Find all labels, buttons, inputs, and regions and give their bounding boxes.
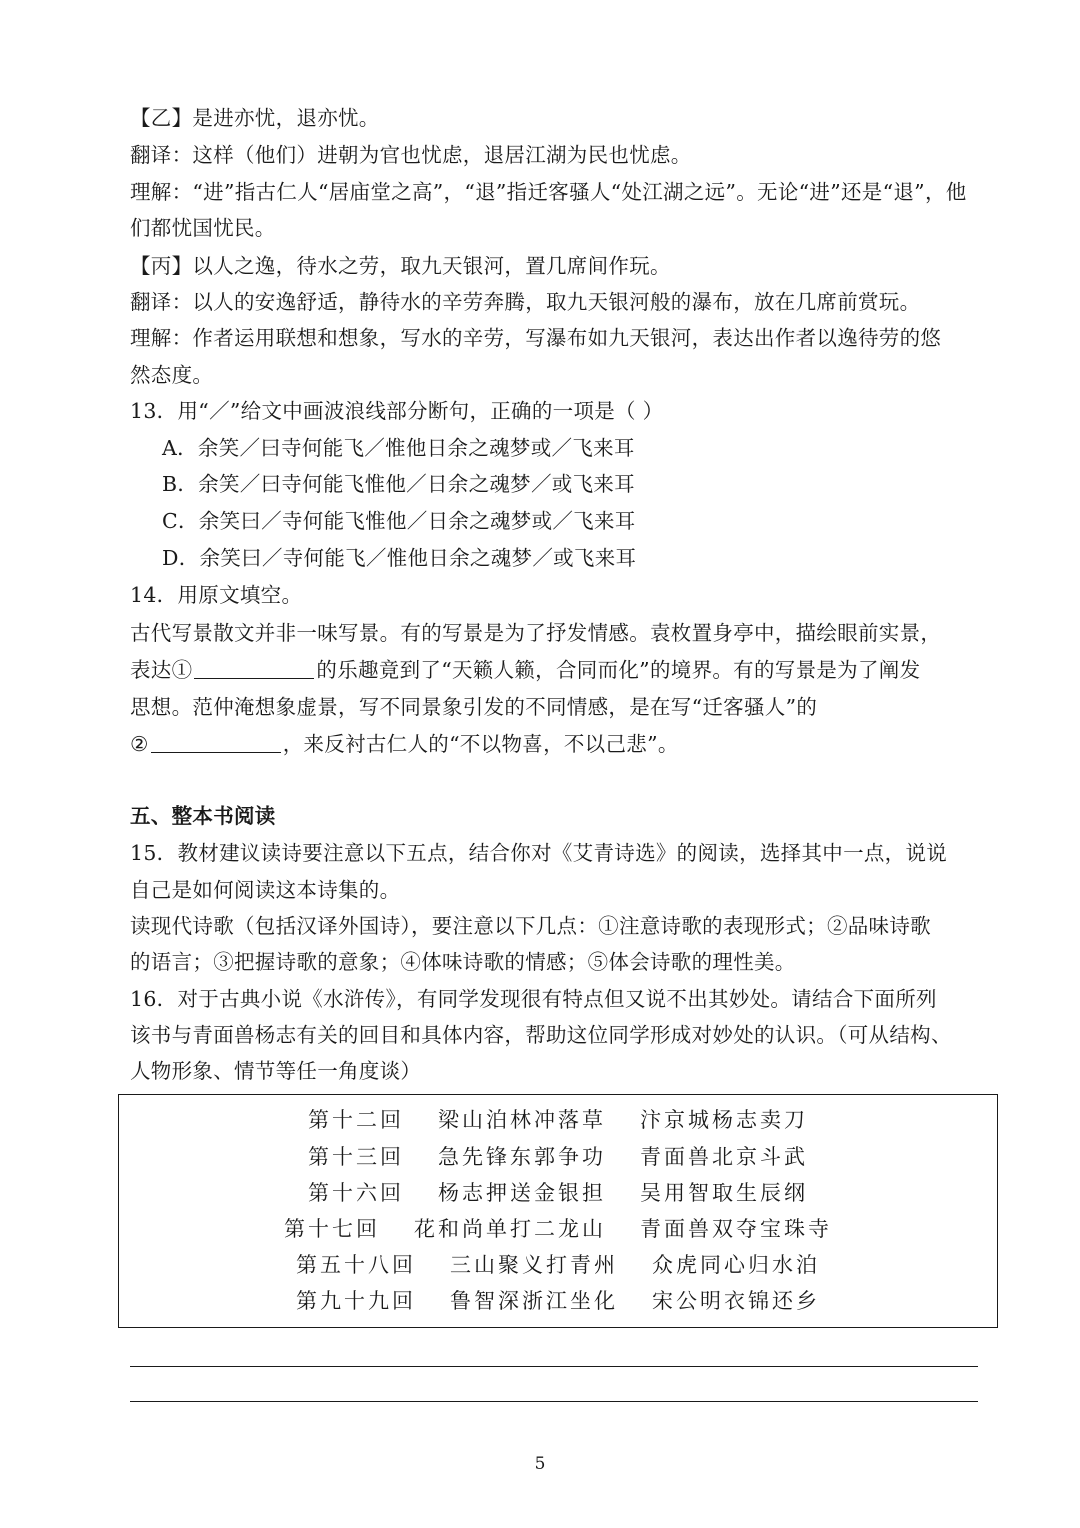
chapter-number: 第十二回 <box>308 1108 404 1132</box>
question-15-line: 自己是如何阅读这本诗集的。 <box>130 878 401 902</box>
option-d[interactable]: D．余笑曰／寺何能飞／惟他日余之魂梦／或飞来耳 <box>162 546 637 570</box>
option-b[interactable]: B．余笑／曰寺何能飞惟他／日余之魂梦／或飞来耳 <box>162 472 635 496</box>
question-13-stem: 13．用“／”给文中画波浪线部分断句，正确的一项是（ ） <box>130 399 664 423</box>
chapter-row <box>119 1214 997 1244</box>
chapter-number: 第九十九回 <box>296 1289 416 1313</box>
chapter-title-a: 鲁智深浙江坐化 <box>450 1289 618 1313</box>
chapter-title-b: 吴用智取生辰纲 <box>640 1181 808 1205</box>
text-fragment: ，来反衬古仁人的“不以物喜，不以己悲”。 <box>282 732 679 756</box>
text-line: 思想。范仲淹想象虚景，写不同景象引发的不同情感，是在写“迁客骚人”的 <box>130 695 818 719</box>
section-heading: 五、整本书阅读 <box>130 804 276 828</box>
text-line: 翻译：以人的安逸舒适，静待水的辛劳奔腾，取九天银河般的瀑布，放在几席前赏玩。 <box>130 290 921 314</box>
chapter-number: 第十六回 <box>308 1181 404 1205</box>
text-fragment: 表达① <box>130 658 193 682</box>
chapter-title-a: 三山聚义打青州 <box>450 1253 618 1277</box>
question-15-line: 的语言；③把握诗歌的意象；④体味诗歌的情感；⑤体会诗歌的理性美。 <box>130 950 796 974</box>
text-line: 理解：“进”指古仁人“居庙堂之高”，“退”指迁客骚人“处江湖之远”。无论“进”还是“退”，他 <box>130 180 967 204</box>
question-14-stem: 14．用原文填空。 <box>130 583 303 607</box>
chapter-list-box <box>118 1094 998 1328</box>
text-line: 翻译：这样（他们）进朝为官也忧虑，退居江湖为民也忧虑。 <box>130 143 692 167</box>
text-line: 【丙】以人之逸，待水之劳，取九天银河，置几席间作玩。 <box>130 254 671 278</box>
option-c[interactable]: C．余笑曰／寺何能飞惟他／日余之魂梦或／飞来耳 <box>162 509 636 533</box>
chapter-row <box>119 1105 997 1135</box>
text-line: 【乙】是进亦忧，退亦忧。 <box>130 106 380 130</box>
chapter-number: 第五十八回 <box>296 1253 416 1277</box>
question-16-line: 该书与青面兽杨志有关的回目和具体内容，帮助这位同学形成对妙处的认识。（可从结构、 <box>130 1023 952 1047</box>
text-line: 们都忧国忧民。 <box>130 216 276 240</box>
chapter-row <box>119 1142 997 1172</box>
answer-line-1[interactable] <box>130 1366 978 1367</box>
chapter-number: 第十七回 <box>284 1217 380 1241</box>
page-number: 5 <box>534 1454 546 1474</box>
chapter-row <box>119 1178 997 1208</box>
question-15-line: 读现代诗歌（包括汉译外国诗），要注意以下几点：①注意诗歌的表现形式；②品味诗歌 <box>130 914 931 938</box>
text-line: 然态度。 <box>130 363 214 387</box>
chapter-title-a: 花和尚单打二龙山 <box>414 1217 606 1241</box>
question-16-line: 16．对于古典小说《水浒传》，有同学发现很有特点但又说不出其妙处。请结合下面所列 <box>130 987 937 1011</box>
fill-line-2 <box>130 729 980 759</box>
chapter-row <box>119 1250 997 1280</box>
question-16-line: 人物形象、情节等任一角度谈） <box>130 1059 422 1083</box>
chapter-title-b: 汴京城杨志卖刀 <box>640 1108 808 1132</box>
text-line: 理解：作者运用联想和想象，写水的辛劳，写瀑布如九天银河，表达出作者以逸待劳的悠 <box>130 326 942 350</box>
chapter-title-a: 杨志押送金银担 <box>438 1181 606 1205</box>
answer-blank-1[interactable] <box>194 656 314 679</box>
text-fragment: ② <box>130 732 149 756</box>
chapter-title-a: 急先锋东郭争功 <box>438 1145 606 1169</box>
chapter-title-b: 青面兽双夺宝珠寺 <box>640 1217 832 1241</box>
chapter-title-b: 宋公明衣锦还乡 <box>652 1289 820 1313</box>
chapter-title-a: 梁山泊林冲落草 <box>438 1108 606 1132</box>
question-15-line: 15．教材建议读诗要注意以下五点，结合你对《艾青诗选》的阅读，选择其中一点，说说 <box>130 841 948 865</box>
answer-blank-2[interactable] <box>151 730 281 753</box>
chapter-title-b: 众虎同心归水泊 <box>652 1253 820 1277</box>
chapter-row <box>119 1286 997 1316</box>
fill-line-1 <box>130 655 980 685</box>
option-a[interactable]: A．余笑／曰寺何能飞／惟他日余之魂梦或／飞来耳 <box>162 436 635 460</box>
text-line: 古代写景散文并非一味写景。有的写景是为了抒发情感。袁枚置身亭中，描绘眼前实景， <box>130 621 942 645</box>
answer-line-2[interactable] <box>130 1401 978 1402</box>
text-fragment: 的乐趣竟到了“天籁人籁，合同而化”的境界。有的写景是为了阐发 <box>316 658 921 682</box>
chapter-number: 第十三回 <box>308 1145 404 1169</box>
chapter-title-b: 青面兽北京斗武 <box>640 1145 808 1169</box>
